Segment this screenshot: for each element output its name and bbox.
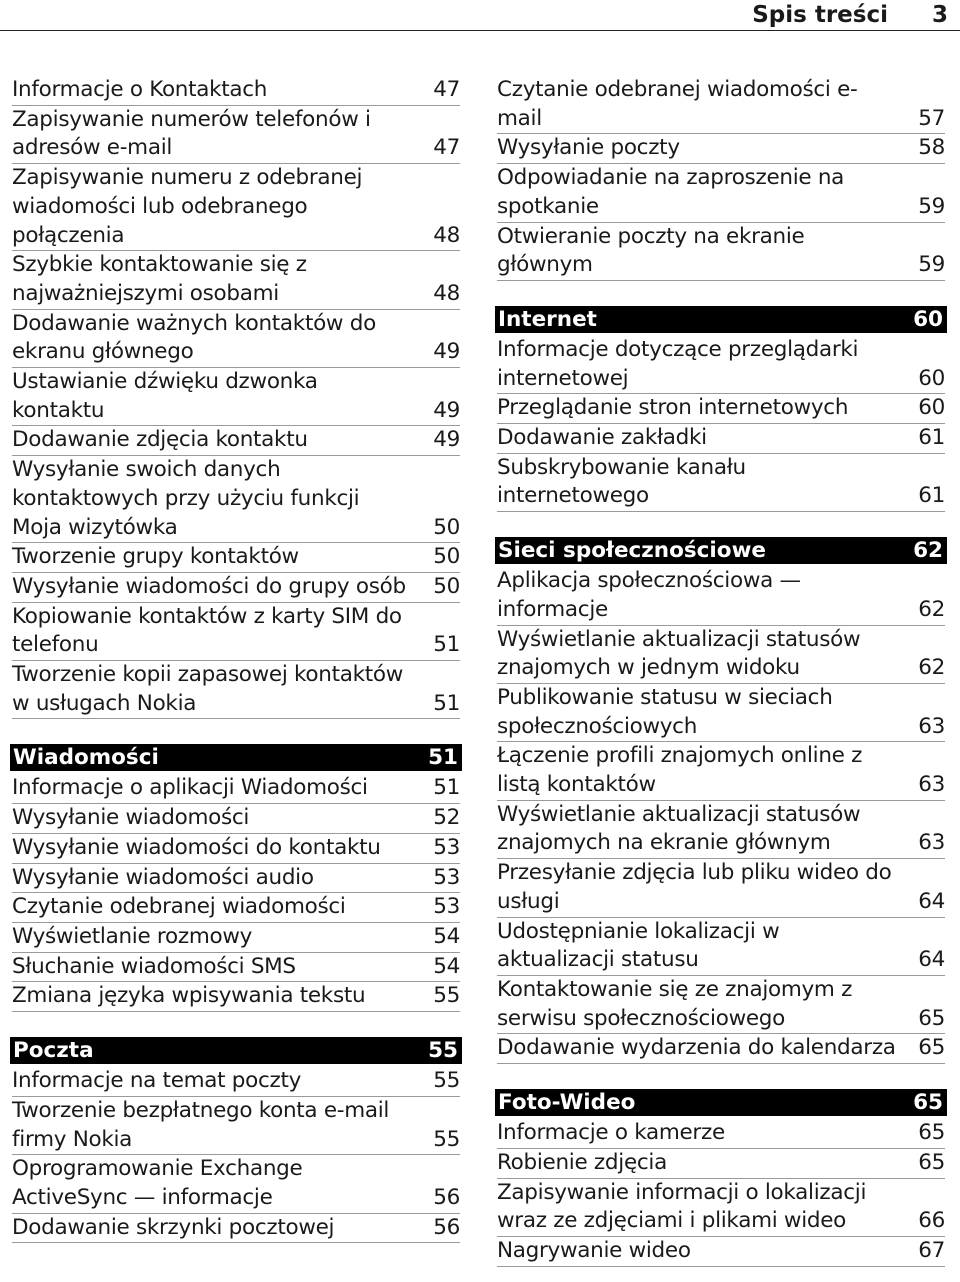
toc-entry[interactable] bbox=[497, 918, 945, 976]
section-title: Poczta bbox=[13, 1038, 94, 1064]
toc-entry[interactable] bbox=[497, 684, 945, 742]
toc-entry-page: 47 bbox=[433, 135, 460, 161]
toc-group bbox=[12, 774, 460, 1012]
section-title: Internet bbox=[498, 306, 597, 332]
toc-entry-page: 48 bbox=[433, 222, 460, 248]
toc-entry[interactable] bbox=[497, 1237, 945, 1267]
toc-entry-page: 47 bbox=[433, 77, 460, 102]
toc-entry-page: 60 bbox=[918, 395, 945, 421]
toc-group bbox=[12, 1067, 460, 1243]
toc-entry[interactable] bbox=[497, 223, 945, 281]
toc-entry-title: Tworzenie grupy kontaktów bbox=[12, 544, 299, 570]
toc-entry[interactable] bbox=[497, 1149, 945, 1179]
toc-entry[interactable] bbox=[12, 106, 460, 164]
toc-entry[interactable] bbox=[12, 1214, 460, 1244]
toc-entry-title: Kontaktowanie się ze znajomym z serwisu społecznościowego bbox=[497, 976, 853, 1031]
toc-entry[interactable] bbox=[12, 426, 460, 456]
toc-entry-title: Ustawianie dźwięku dzwonka kontaktu bbox=[12, 369, 318, 423]
toc-entry-title: Wysyłanie wiadomości do kontaktu bbox=[12, 834, 381, 860]
toc-entry[interactable] bbox=[12, 893, 460, 923]
toc-entry-title: Wysyłanie swoich danych kontaktowych przy użyciu funkcji Moja wizytówka bbox=[12, 457, 360, 540]
toc-entry-title: Czytanie odebranej wiadomości e-mail bbox=[497, 77, 858, 131]
toc-entry[interactable] bbox=[12, 310, 460, 368]
toc-entry-title: Zapisywanie numerów telefonów i adresów e-mail bbox=[12, 106, 371, 161]
toc-group bbox=[497, 336, 945, 512]
section-heading[interactable] bbox=[10, 1037, 462, 1064]
section-page-number: 51 bbox=[428, 745, 458, 771]
toc-entry-title: Nagrywanie wideo bbox=[497, 1237, 691, 1263]
toc-entry-title: Wysyłanie wiadomości do grupy osób bbox=[12, 573, 406, 599]
toc-entry-title: Wysyłanie wiadomości audio bbox=[12, 864, 314, 890]
toc-entry[interactable] bbox=[12, 953, 460, 983]
toc-entry-title: Dodawanie zdjęcia kontaktu bbox=[12, 427, 308, 453]
toc-entry-title: Informacje na temat poczty bbox=[12, 1068, 302, 1094]
toc-entry-page: 61 bbox=[918, 425, 945, 451]
toc-entry-title: Przeglądanie stron internetowych bbox=[497, 395, 849, 421]
toc-entry[interactable] bbox=[497, 336, 945, 394]
toc-entry[interactable] bbox=[12, 864, 460, 894]
toc-group bbox=[497, 567, 945, 1064]
section-page-number: 62 bbox=[913, 538, 943, 564]
toc-entry-title: Dodawanie wydarzenia do kalendarza bbox=[497, 1035, 896, 1061]
toc-entry-title: Tworzenie kopii zapasowej kontaktów w usługach Nokia bbox=[12, 662, 404, 716]
toc-entry[interactable] bbox=[497, 801, 945, 859]
toc-entry[interactable] bbox=[12, 834, 460, 864]
toc-entry[interactable] bbox=[497, 859, 945, 917]
toc-entry[interactable] bbox=[497, 626, 945, 684]
section-heading[interactable] bbox=[495, 537, 947, 564]
toc-entry[interactable] bbox=[497, 976, 945, 1034]
toc-entry-page: 51 bbox=[433, 775, 460, 801]
toc-entry-page: 61 bbox=[918, 483, 945, 509]
toc-entry[interactable] bbox=[497, 76, 945, 134]
toc-entry[interactable] bbox=[12, 164, 460, 251]
toc-entry-title: Informacje dotyczące przeglądarki internetowej bbox=[497, 336, 859, 391]
toc-entry[interactable] bbox=[12, 774, 460, 804]
toc-entry-page: 49 bbox=[433, 339, 460, 365]
toc-entry-page: 64 bbox=[918, 947, 945, 973]
toc-entry-title: Dodawanie zakładki bbox=[497, 425, 707, 451]
section-title: Wiadomości bbox=[13, 745, 159, 771]
toc-entry-title: Otwieranie poczty na ekranie głównym bbox=[497, 223, 805, 278]
toc-entry-page: 57 bbox=[918, 105, 945, 131]
toc-entry-title: Zapisywanie numeru z odebranej wiadomości lub odebranego połączenia bbox=[12, 165, 363, 248]
toc-entry-page: 67 bbox=[918, 1237, 945, 1263]
toc-entry-page: 56 bbox=[433, 1214, 460, 1240]
toc-entry-title: Publikowanie statusu w sieciach społecznościowych bbox=[497, 684, 833, 739]
toc-entry-title: Wyświetlanie aktualizacji statusów znajomych w jednym widoku bbox=[497, 626, 861, 681]
toc-entry-page: 50 bbox=[433, 573, 460, 599]
toc-column-left bbox=[12, 76, 460, 1243]
toc-entry-page: 53 bbox=[433, 834, 460, 860]
toc-entry-page: 49 bbox=[433, 397, 460, 423]
toc-column-right bbox=[497, 76, 945, 1267]
toc-entry[interactable] bbox=[12, 982, 460, 1012]
toc-entry-page: 62 bbox=[918, 655, 945, 681]
toc-entry[interactable] bbox=[12, 923, 460, 953]
toc-entry-title: Zapisywanie informacji o lokalizacji wraz ze zdjęciami i plikami wideo bbox=[497, 1179, 867, 1234]
toc-entry-page: 65 bbox=[918, 1120, 945, 1146]
page-title: Spis treści bbox=[752, 2, 888, 28]
toc-entry-page: 58 bbox=[918, 135, 945, 161]
toc-entry-page: 51 bbox=[433, 632, 460, 658]
toc-entry-page: 56 bbox=[433, 1184, 460, 1210]
toc-entry[interactable] bbox=[12, 603, 460, 661]
section-heading[interactable] bbox=[495, 306, 947, 333]
toc-entry-title: Słuchanie wiadomości SMS bbox=[12, 953, 296, 979]
toc-group bbox=[12, 76, 460, 719]
section-title: Sieci społecznościowe bbox=[498, 538, 767, 564]
toc-entry-title: Informacje o aplikacji Wiadomości bbox=[12, 775, 368, 801]
toc-entry-page: 59 bbox=[918, 193, 945, 219]
toc-entry-title: Tworzenie bezpłatnego konta e-mail firmy Nokia bbox=[12, 1097, 390, 1152]
toc-entry-title: Przesyłanie zdjęcia lub pliku wideo do usługi bbox=[497, 860, 892, 914]
toc-entry-title: Odpowiadanie na zaproszenie na spotkanie bbox=[497, 165, 845, 219]
toc-entry-page: 51 bbox=[433, 690, 460, 716]
toc-entry-page: 63 bbox=[918, 830, 945, 856]
section-page-number: 55 bbox=[428, 1038, 458, 1064]
toc-entry[interactable] bbox=[497, 1179, 945, 1237]
toc-entry-page: 65 bbox=[918, 1149, 945, 1175]
toc-group bbox=[497, 1119, 945, 1267]
toc-entry-page: 62 bbox=[918, 596, 945, 622]
toc-entry-page: 54 bbox=[433, 953, 460, 979]
toc-entry-page: 48 bbox=[433, 280, 460, 306]
toc-entry[interactable] bbox=[497, 567, 945, 625]
toc-entry-page: 52 bbox=[433, 805, 460, 831]
section-heading[interactable] bbox=[495, 1089, 947, 1116]
toc-entry[interactable] bbox=[12, 661, 460, 719]
toc-entry-title: Wysyłanie poczty bbox=[497, 135, 680, 161]
toc-entry[interactable] bbox=[12, 1097, 460, 1155]
toc-entry[interactable] bbox=[12, 804, 460, 834]
toc-entry[interactable] bbox=[12, 543, 460, 573]
toc-entry[interactable] bbox=[12, 368, 460, 426]
toc-entry-page: 55 bbox=[433, 1068, 460, 1094]
toc-entry-page: 59 bbox=[918, 252, 945, 278]
toc-entry-page: 50 bbox=[433, 544, 460, 570]
toc-entry-title: Subskrybowanie kanału internetowego bbox=[497, 454, 746, 509]
toc-entry-page: 49 bbox=[433, 427, 460, 453]
toc-entry[interactable] bbox=[497, 134, 945, 164]
toc-entry[interactable] bbox=[497, 742, 945, 800]
toc-entry-page: 53 bbox=[433, 864, 460, 890]
toc-entry[interactable] bbox=[12, 251, 460, 309]
toc-entry[interactable] bbox=[12, 456, 460, 543]
toc-entry-title: Łączenie profili znajomych online z listą kontaktów bbox=[497, 743, 863, 798]
toc-entry[interactable] bbox=[497, 394, 945, 424]
toc-entry-page: 60 bbox=[918, 365, 945, 391]
section-page-number: 65 bbox=[913, 1090, 943, 1116]
toc-entry-page: 50 bbox=[433, 514, 460, 540]
toc-entry-title: Wysyłanie wiadomości bbox=[12, 805, 250, 831]
toc-entry[interactable] bbox=[497, 164, 945, 222]
toc-entry-title: Dodawanie ważnych kontaktów do ekranu głównego bbox=[12, 310, 376, 365]
toc-entry[interactable] bbox=[12, 1067, 460, 1097]
toc-entry-page: 64 bbox=[918, 888, 945, 914]
toc-entry-page: 65 bbox=[918, 1035, 945, 1061]
toc-entry-page: 55 bbox=[433, 983, 460, 1009]
toc-entry-title: Robienie zdjęcia bbox=[497, 1149, 667, 1175]
toc-entry[interactable] bbox=[12, 76, 460, 106]
section-page-number: 60 bbox=[913, 306, 943, 332]
toc-entry-page: 63 bbox=[918, 713, 945, 739]
toc-entry-title: Udostępnianie lokalizacji w aktualizacji statusu bbox=[497, 918, 780, 973]
toc-entry-title: Aplikacja społecznościowa — informacje bbox=[497, 568, 801, 622]
toc-entry-page: 55 bbox=[433, 1126, 460, 1152]
section-heading[interactable] bbox=[10, 744, 462, 771]
toc-entry[interactable] bbox=[497, 424, 945, 454]
toc-entry-title: Wyświetlanie rozmowy bbox=[12, 923, 253, 949]
toc-group bbox=[497, 76, 945, 281]
toc-entry[interactable] bbox=[497, 454, 945, 512]
toc-entry[interactable] bbox=[12, 1155, 460, 1213]
toc-entry-page: 63 bbox=[918, 772, 945, 798]
toc-entry-page: 53 bbox=[433, 894, 460, 920]
toc-entry-title: Dodawanie skrzynki pocztowej bbox=[12, 1214, 335, 1240]
toc-entry-page: 66 bbox=[918, 1208, 945, 1234]
toc-entry-title: Wyświetlanie aktualizacji statusów znajomych na ekranie głównym bbox=[497, 801, 861, 856]
toc-entry-title: Kopiowanie kontaktów z karty SIM do telefonu bbox=[12, 603, 402, 658]
toc-entry[interactable] bbox=[497, 1034, 945, 1064]
toc-entry-page: 54 bbox=[433, 923, 460, 949]
page-number: 3 bbox=[931, 2, 948, 28]
toc-entry-title: Oprogramowanie Exchange ActiveSync — informacje bbox=[12, 1156, 303, 1210]
section-title: Foto-Wideo bbox=[498, 1090, 636, 1116]
toc-entry-title: Czytanie odebranej wiadomości bbox=[12, 894, 346, 920]
toc-entry-title: Zmiana języka wpisywania tekstu bbox=[12, 983, 366, 1009]
toc-entry-title: Szybkie kontaktowanie się z najważniejszymi osobami bbox=[12, 252, 307, 306]
toc-entry-title: Informacje o kamerze bbox=[497, 1120, 725, 1146]
page-header bbox=[0, 0, 960, 31]
toc-entry[interactable] bbox=[12, 573, 460, 603]
toc-entry-title: Informacje o Kontaktach bbox=[12, 77, 268, 102]
toc-entry-page: 65 bbox=[918, 1005, 945, 1031]
toc-entry[interactable] bbox=[497, 1119, 945, 1149]
